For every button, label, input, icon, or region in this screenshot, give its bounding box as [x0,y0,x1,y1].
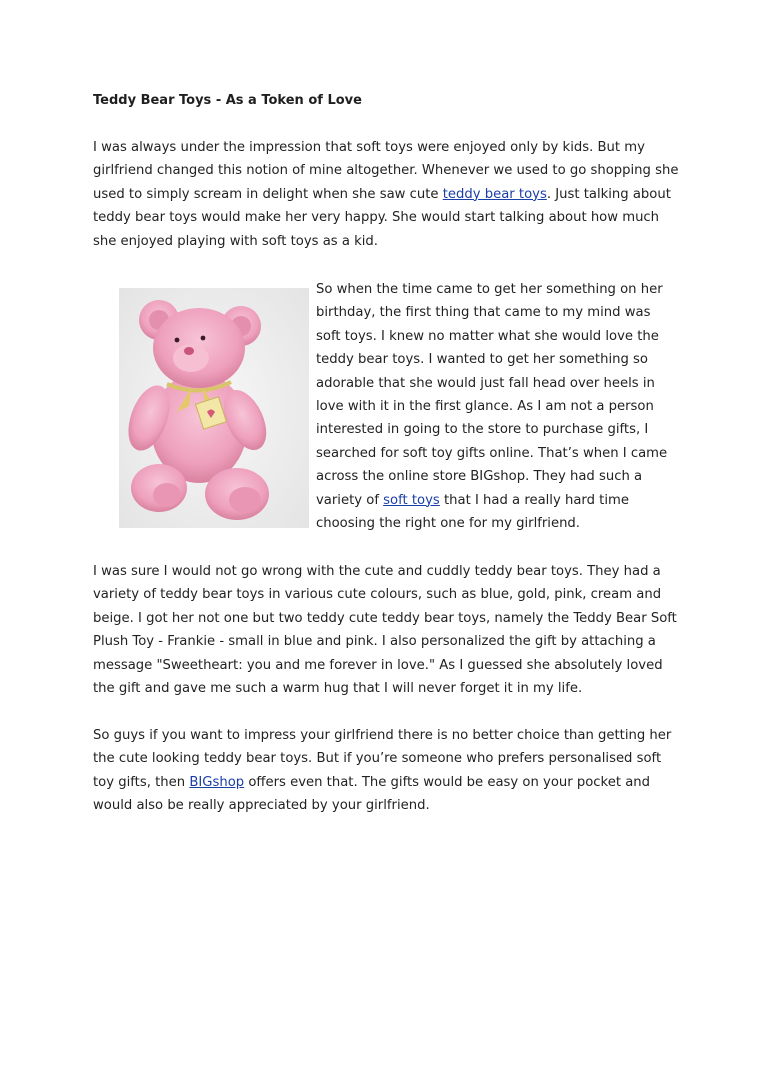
teddy-bear-illustration [119,288,309,528]
text-segment: . Just talking about [546,186,671,202]
text-line: soft toys. I knew no matter what she would love the [316,328,659,344]
text-segment: used to simply scream in delight when she saw cute [93,186,443,202]
text-line: teddy bear toys would make her very happy. She would start talking about how much [93,210,660,226]
text-line: I was always under the impression that soft toys were enjoyed only by kids. But my [93,140,645,155]
text-segment: toy gifts, then [93,774,190,790]
text-line: Plush Toy - Frankie - small in blue and pink. I also personalized the gift by attaching a [93,634,656,650]
text-line: the gift and gave me such a warm hug that I will never forget it in my life. [93,681,583,697]
teddy-bear-photo [119,288,309,528]
text-line: So guys if you want to impress your girlfriend there is no better choice than getting her [93,728,672,743]
text-line: message "Sweetheart: you and me forever in love." As I guessed she absolutely loved [93,657,663,673]
text-line: searched for soft toy gifts online. That’s when I came [316,445,668,461]
text-line: girlfriend changed this notion of mine altogether. Whenever we used to go shopping she [93,163,679,179]
text-line: she enjoyed playing with soft toys as a kid. [93,233,378,249]
text-line: So when the time came to get her something on her [316,282,663,297]
text-line: choosing the right one for my girlfriend. [316,516,580,532]
text-segment: variety of [316,492,384,508]
teddy-bear-toys-link[interactable]: teddy bear toys [442,186,547,202]
text-line: would also be really appreciated by your girlfriend. [93,798,430,814]
text-line [93,771,693,794]
text-segment: offers even that. The gifts would be easy on your pocket and [244,774,651,790]
text-line: interested in going to the store to purchase gifts, I [316,422,649,438]
text-line: across the online store BIGshop. They had such a [316,469,643,485]
text-segment: that I had a really hard time [439,492,629,508]
document-title: Teddy Bear Toys - As a Token of Love [93,93,362,108]
text-line: birthday, the first thing that came to my mind was [316,305,651,321]
text-line: I was sure I would not go wrong with the cute and cuddly teddy bear toys. They had a [93,564,661,579]
text-line [93,183,693,206]
text-line: the cute looking teddy bear toys. But if you’re someone who prefers personalised soft [93,751,662,767]
text-line: teddy bear toys. I wanted to get her something so [316,352,648,368]
text-line: love with it in the first glance. As I am not a person [316,399,654,415]
text-line: beige. I got her not one but two teddy cute teddy bear toys, namely the Teddy Bear Soft [93,610,677,626]
text-line [316,489,696,512]
paragraph-purchase [93,560,693,700]
text-line: adorable that she would just fall head over heels in [316,375,655,391]
soft-toys-link[interactable]: soft toys [383,492,440,508]
bigshop-link[interactable]: BIGshop [189,774,245,790]
paragraph-birthday [316,278,696,535]
text-line: variety of teddy bear toys in various cute colours, such as blue, gold, pink, cream and [93,587,662,603]
paragraph-intro [93,136,693,253]
paragraph-conclusion [93,724,693,818]
